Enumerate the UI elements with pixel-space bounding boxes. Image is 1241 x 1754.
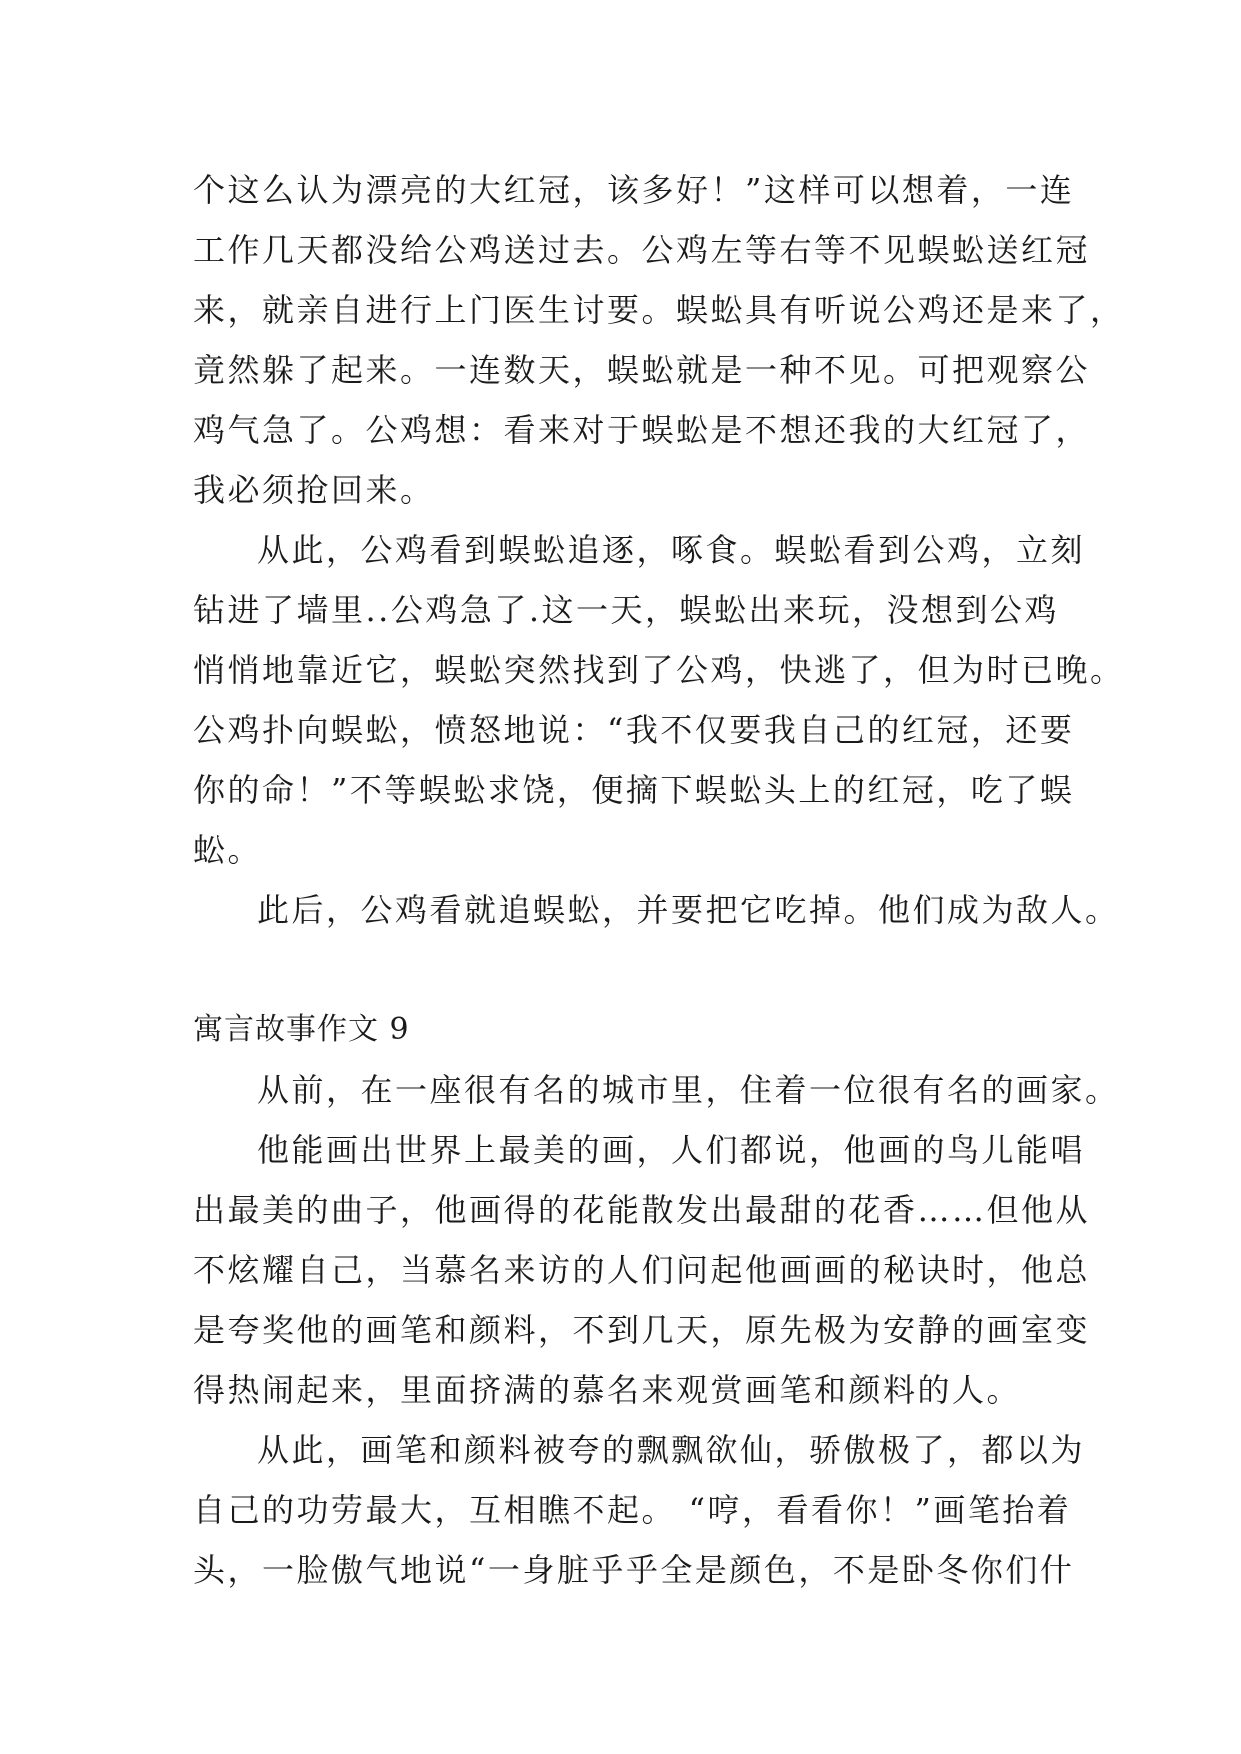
text-line: 他能画出世界上最美的画，人们都说，他画的鸟儿能唱 [257, 1131, 1086, 1169]
text-line: 出最美的曲子，他画得的花能散发出最甜的花香……但他从 [193, 1191, 1091, 1229]
text-line: 工作几天都没给公鸡送过去。公鸡左等右等不见蜈蚣送红冠 [193, 231, 1091, 269]
paragraph-1 [193, 160, 1125, 520]
text-line: 是夸奖他的画笔和颜料，不到几天，原先极为安静的画室变 [193, 1311, 1091, 1349]
text-line: 此后，公鸡看就追蜈蚣，并要把它吃掉。他们成为敌人。 [257, 891, 1120, 929]
text-line: 来，就亲自进行上门医生讨要。蜈蚣具有听说公鸡还是来了， [193, 291, 1125, 329]
text-line: 你的命！”不等蜈蚣求饶，便摘下蜈蚣头上的红冠，吃了蜈 [193, 771, 1075, 809]
text-line: 从前，在一座很有名的城市里，住着一位很有名的画家。 [257, 1071, 1120, 1109]
paragraph-6 [193, 1420, 1086, 1600]
text-line: 个这么认为漂亮的大红冠，该多好！”这样可以想着，一连 [193, 171, 1075, 209]
text-line: 钻进了墙里..公鸡急了.这一天，蜈蚣出来玩，没想到公鸡 [193, 591, 1060, 629]
section-title: 寓言故事作文 9 [193, 1012, 410, 1047]
paragraph-4 [193, 1060, 1120, 1120]
section-spacer [193, 940, 1073, 1000]
text-line: 从此，画笔和颜料被夸的飘飘欲仙，骄傲极了，都以为 [257, 1431, 1086, 1469]
text-line: 竟然躲了起来。一连数天，蜈蚣就是一种不见。可把观察公 [193, 351, 1091, 389]
text-line: 自己的功劳最大，互相瞧不起。 “哼，看看你！”画笔抬着 [193, 1491, 1072, 1529]
paragraph-2 [193, 520, 1125, 880]
text-line: 公鸡扑向蜈蚣，愤怒地说：“我不仅要我自己的红冠，还要 [193, 711, 1075, 749]
text-line: 不炫耀自己，当慕名来访的人们问起他画画的秘诀时，他总 [193, 1251, 1091, 1289]
text-line: 悄悄地靠近它，蜈蚣突然找到了公鸡，快逃了，但为时已晚。 [193, 651, 1125, 689]
text-line: 得热闹起来，里面挤满的慕名来观赏画笔和颜料的人。 [193, 1371, 1022, 1409]
text-line: 我必须抢回来。 [193, 471, 435, 509]
text-line: 蚣。 [193, 831, 263, 869]
text-line: 鸡气急了。公鸡想：看来对于蜈蚣是不想还我的大红冠了， [193, 411, 1091, 449]
paragraph-5 [193, 1120, 1091, 1420]
paragraph-3 [193, 880, 1120, 940]
document-page [193, 160, 1125, 1600]
text-line: 头，一脸傲气地说“一身脏乎乎全是颜色，不是卧冬你们什 [193, 1551, 1075, 1589]
text-line: 从此，公鸡看到蜈蚣追逐，啄食。蜈蚣看到公鸡，立刻 [257, 531, 1086, 569]
